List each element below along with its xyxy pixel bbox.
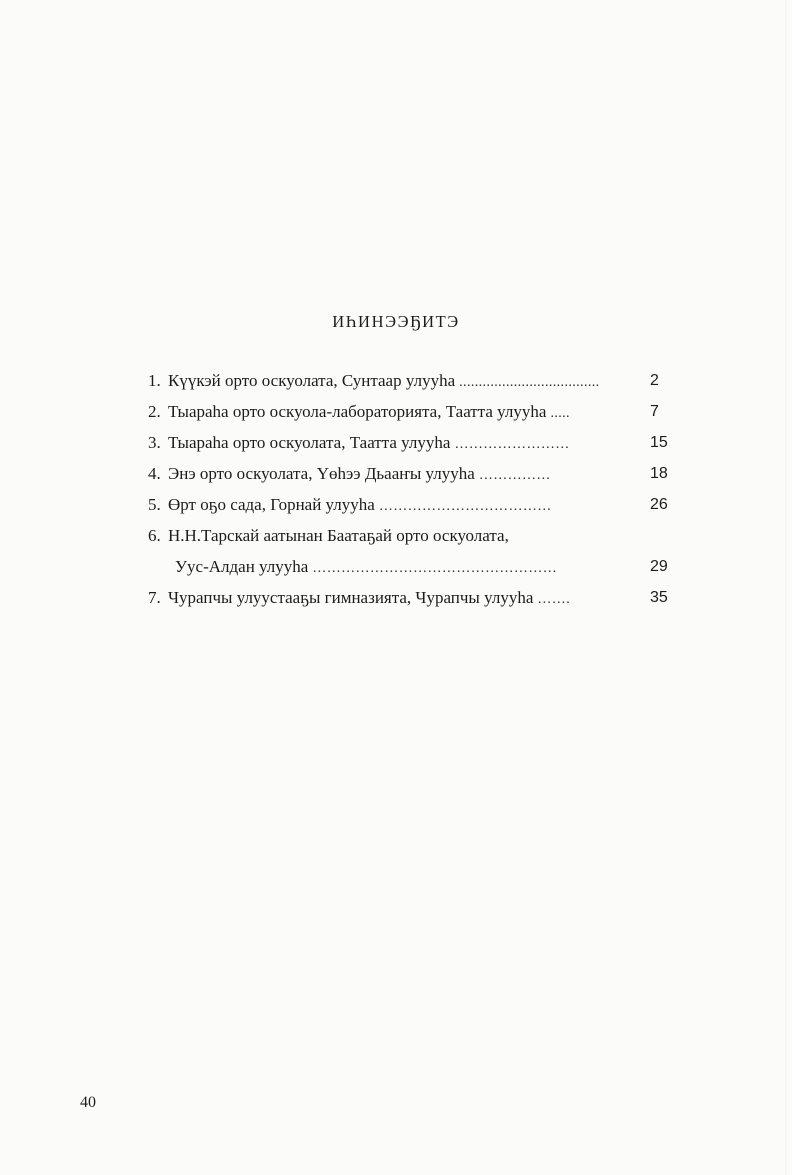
entry-body: [168, 458, 650, 489]
entry-page-number: 7: [650, 403, 659, 420]
dot-leader: ………………………………: [378, 499, 552, 514]
dot-leader: .....: [550, 406, 570, 421]
entry-body: [168, 396, 650, 427]
entry-title: Тыараһа орто оскуолата, Таатта улууһа: [168, 433, 451, 452]
toc-entry-continuation: [148, 551, 678, 582]
entry-title: Энэ орто оскуолата, Үөһээ Дьааҥы улууһа: [168, 464, 475, 483]
entry-body: [168, 520, 650, 551]
toc-entry: [148, 520, 678, 551]
entry-page-number: 29: [650, 558, 668, 575]
dot-leader: ……………: [478, 468, 551, 483]
entry-page-number: 2: [650, 372, 659, 389]
toc-entry: [148, 396, 678, 427]
page-number: 40: [80, 1094, 96, 1111]
toc-entry: [148, 365, 678, 396]
entry-page-number: 15: [650, 434, 668, 451]
entry-body: [168, 489, 650, 520]
toc-entry: [148, 427, 678, 458]
entry-title-line2: Уус-Алдан улууһа: [175, 557, 309, 576]
entry-body: [168, 427, 650, 458]
toc-title: ИҺИНЭЭҔИТЭ: [332, 312, 460, 331]
dot-leader: ……………………: [454, 437, 570, 452]
entry-number: 1.: [148, 371, 161, 390]
toc-list: [148, 365, 678, 613]
dot-leader: ....................................: [459, 375, 600, 390]
entry-number: 5.: [148, 495, 161, 514]
dot-leader: ……………………………………………: [312, 561, 558, 576]
entry-number: 2.: [148, 402, 161, 421]
entry-title: Тыараһа орто оскуола-лабораторията, Таатта улууһа: [168, 402, 547, 421]
toc-entry: [148, 458, 678, 489]
toc-entry: [148, 582, 678, 613]
entry-body: [168, 551, 650, 582]
entry-page-number: 35: [650, 589, 668, 606]
entry-title: Күүкэй орто оскуолата, Сунтаар улууһа: [168, 371, 456, 390]
entry-page-number: 18: [650, 465, 668, 482]
entry-title: Чурапчы улуустааҕы гимназията, Чурапчы улууһа: [168, 588, 534, 607]
entry-number: 4.: [148, 464, 161, 483]
entry-page-number: 26: [650, 496, 668, 513]
toc-entry: [148, 489, 678, 520]
entry-title: Н.Н.Тарскай аатынан Баатаҕай орто оскуолата,: [168, 526, 509, 545]
entry-title: Өрт оҕо сада, Горнай улууһа: [168, 495, 375, 514]
entry-body: [168, 365, 650, 396]
entry-number: 3.: [148, 433, 161, 452]
entry-body: [168, 582, 650, 613]
entry-number: 7.: [148, 588, 161, 607]
entry-number: 6.: [148, 526, 161, 545]
dot-leader: …….: [537, 592, 571, 607]
entry-number-spacer: [148, 551, 168, 582]
page-edge-shadow: [785, 0, 787, 1175]
